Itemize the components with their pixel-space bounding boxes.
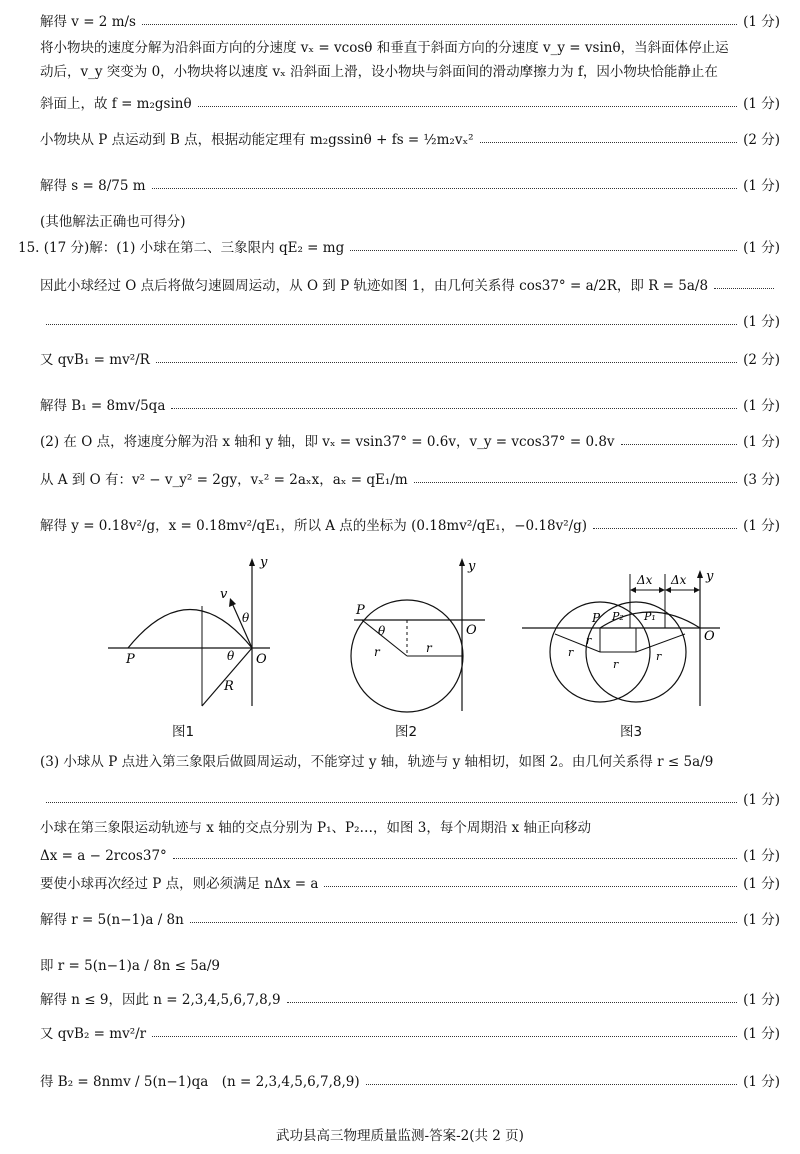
solution-line bbox=[40, 790, 780, 810]
line-text: 斜面上，故 f = m₂gsinθ bbox=[40, 96, 192, 112]
line-text: 解得 n ≤ 9，因此 n = 2,3,4,5,6,7,8,9 bbox=[40, 992, 281, 1008]
radius-label: r bbox=[426, 641, 432, 655]
score-points: (1 分) bbox=[743, 792, 780, 808]
delta-x-label: Δx bbox=[637, 573, 653, 587]
line-text: 解得 y = 0.18v²/g，x = 0.18mv²/qE₁，所以 A 点的坐标为 (0.18mv²/qE₁，−0.18v²/g) bbox=[40, 518, 588, 534]
point-P1-label: P₁ bbox=[644, 610, 656, 623]
solution-line bbox=[40, 432, 780, 452]
score-points: (1 分) bbox=[743, 434, 780, 450]
figure-3-caption: 图3 bbox=[620, 724, 643, 740]
solution-line bbox=[40, 12, 780, 32]
score-points: (1 分) bbox=[743, 912, 780, 928]
leader-dots bbox=[152, 188, 738, 189]
line-text: 因此小球经过 O 点后将做匀速圆周运动，从 O 到 P 轨迹如图 1，由几何关系得 cos37° = a/2R，即 R = 5a/8 bbox=[40, 278, 709, 294]
radius-label: R bbox=[224, 679, 234, 694]
line-text: (3) 小球从 P 点进入第三象限后做圆周运动，不能穿过 y 轴，轨迹与 y 轴相切，如图 2。由几何关系得 r ≤ 5a/9 bbox=[40, 754, 714, 770]
leader-dots bbox=[171, 408, 737, 409]
leader-dots bbox=[593, 528, 737, 529]
solution-line bbox=[40, 176, 780, 196]
figure-1-diagram bbox=[100, 556, 280, 716]
leader-dots bbox=[350, 250, 737, 251]
axis-y-label: y bbox=[706, 569, 714, 584]
angle-label: θ bbox=[227, 649, 235, 663]
radius-label: r bbox=[656, 650, 662, 663]
score-points: (1 分) bbox=[743, 240, 780, 256]
solution-line bbox=[40, 312, 780, 332]
line-text: 得 B₂ = 8nmv / 5(n−1)qa (n = 2,3,4,5,6,7,8,9) bbox=[40, 1074, 360, 1090]
score-points: (1 分) bbox=[743, 178, 780, 194]
leader-dots bbox=[142, 24, 737, 25]
score-points: (2 分) bbox=[743, 132, 780, 148]
figure-3-diagram bbox=[520, 556, 730, 716]
solution-line bbox=[40, 956, 780, 976]
solution-line bbox=[40, 846, 780, 866]
figure-2-caption: 图2 bbox=[395, 724, 418, 740]
score-points: (3 分) bbox=[743, 472, 780, 488]
leader-dots bbox=[366, 1084, 737, 1085]
leader-dots bbox=[152, 1036, 737, 1037]
solution-line bbox=[40, 910, 780, 930]
line-text: 15. (17 分)解：(1) 小球在第二、三象限内 qE₂ = mg bbox=[18, 240, 345, 256]
score-points: (1 分) bbox=[743, 14, 780, 30]
axis-y-label: y bbox=[468, 559, 476, 574]
solution-line bbox=[40, 874, 780, 894]
score-points: (1 分) bbox=[743, 518, 780, 534]
solution-line bbox=[40, 1024, 780, 1044]
solution-note bbox=[40, 212, 780, 232]
question-15-header bbox=[18, 238, 780, 258]
delta-x-label: Δx bbox=[671, 573, 687, 587]
leader-dots bbox=[414, 482, 737, 483]
angle-label: θ bbox=[242, 611, 250, 625]
line-text: 动后，v_y 突变为 0，小物块将以速度 vₓ 沿斜面上滑，设小物块与斜面间的滑动摩擦力为 f，因小物块恰能静止在 bbox=[40, 64, 718, 80]
point-P-label: P bbox=[126, 652, 135, 667]
origin-label: O bbox=[466, 623, 477, 638]
figure-1-caption: 图1 bbox=[172, 724, 195, 740]
score-points: (2 分) bbox=[743, 352, 780, 368]
score-points: (1 分) bbox=[743, 314, 780, 330]
solution-line bbox=[40, 276, 780, 296]
leader-dots bbox=[173, 858, 737, 859]
solution-line bbox=[40, 752, 780, 772]
line-text: 解得 B₁ = 8mv/5qa bbox=[40, 398, 166, 414]
score-points: (1 分) bbox=[743, 876, 780, 892]
score-points: (1 分) bbox=[743, 1074, 780, 1090]
line-text: 小球在第三象限运动轨迹与 x 轴的交点分别为 P₁、P₂…，如图 3，每个周期沿 x 轴正向移动 bbox=[40, 820, 592, 836]
solution-line bbox=[40, 396, 780, 416]
origin-label: O bbox=[256, 652, 267, 667]
radius-label: r bbox=[568, 646, 574, 659]
leader-dots bbox=[46, 802, 737, 803]
leader-dots bbox=[480, 142, 737, 143]
line-text: 要使小球再次经过 P 点，则必须满足 nΔx = a bbox=[40, 876, 319, 892]
line-text: 解得 s = 8/75 m bbox=[40, 178, 146, 194]
solution-line bbox=[40, 1072, 780, 1092]
solution-paragraph bbox=[40, 36, 780, 84]
line-text: (其他解法正确也可得分) bbox=[40, 214, 186, 230]
solution-line bbox=[40, 990, 780, 1010]
solution-line bbox=[40, 516, 780, 536]
score-points: (1 分) bbox=[743, 96, 780, 112]
leader-dots bbox=[46, 324, 737, 325]
line-text: 从 A 到 O 有：v² − v_y² = 2gy，vₓ² = 2aₓx，aₓ = qE₁/m bbox=[40, 472, 408, 488]
leader-dots bbox=[198, 106, 737, 107]
radius-label: r bbox=[586, 634, 592, 647]
velocity-label: v bbox=[220, 587, 228, 602]
line-text: 将小物块的速度分解为沿斜面方向的分速度 vₓ = vcosθ 和垂直于斜面方向的分速度 v_y = vsinθ，当斜面体停止运 bbox=[40, 40, 729, 56]
page-footer: 武功县高三物理质量监测-答案-2(共 2 页) bbox=[276, 1128, 524, 1144]
line-text: 解得 r = 5(n−1)a / 8n bbox=[40, 912, 184, 928]
score-points: (1 分) bbox=[743, 1026, 780, 1042]
origin-label: O bbox=[704, 629, 715, 644]
point-P-label: P bbox=[356, 603, 365, 618]
leader-dots bbox=[324, 886, 737, 887]
line-text: 即 r = 5(n−1)a / 8n ≤ 5a/9 bbox=[40, 958, 220, 974]
radius-label: r bbox=[374, 645, 380, 659]
solution-line bbox=[40, 94, 780, 114]
point-P-label: P bbox=[592, 611, 601, 625]
line-text: (2) 在 O 点，将速度分解为沿 x 轴和 y 轴，即 vₓ = vsin37° = 0.6v，v_y = vcos37° = 0.8v bbox=[40, 434, 615, 450]
leader-dots bbox=[714, 288, 774, 289]
point-P2-label: P₂ bbox=[612, 610, 624, 623]
leader-dots bbox=[190, 922, 737, 923]
solution-line bbox=[40, 130, 780, 150]
leader-dots bbox=[621, 444, 738, 445]
score-points: (1 分) bbox=[743, 992, 780, 1008]
solution-line bbox=[40, 818, 780, 838]
line-text: 又 qvB₁ = mv²/R bbox=[40, 352, 150, 368]
line-text: 小物块从 P 点运动到 B 点，根据动能定理有 m₂gssinθ + fs = ½m₂vₓ² bbox=[40, 132, 474, 148]
line-text: 解得 v = 2 m/s bbox=[40, 14, 136, 30]
solution-line bbox=[40, 350, 780, 370]
radius-label: r bbox=[613, 658, 619, 671]
figure-2-diagram bbox=[340, 556, 490, 716]
line-text: Δx = a − 2rcos37° bbox=[40, 848, 167, 864]
leader-dots bbox=[156, 362, 737, 363]
solution-line bbox=[40, 470, 780, 490]
angle-label: θ bbox=[378, 624, 386, 638]
leader-dots bbox=[287, 1002, 737, 1003]
score-points: (1 分) bbox=[743, 848, 780, 864]
axis-y-label: y bbox=[260, 556, 268, 570]
line-text: 又 qvB₂ = mv²/r bbox=[40, 1026, 147, 1042]
figure-row bbox=[100, 556, 740, 740]
score-points: (1 分) bbox=[743, 398, 780, 414]
